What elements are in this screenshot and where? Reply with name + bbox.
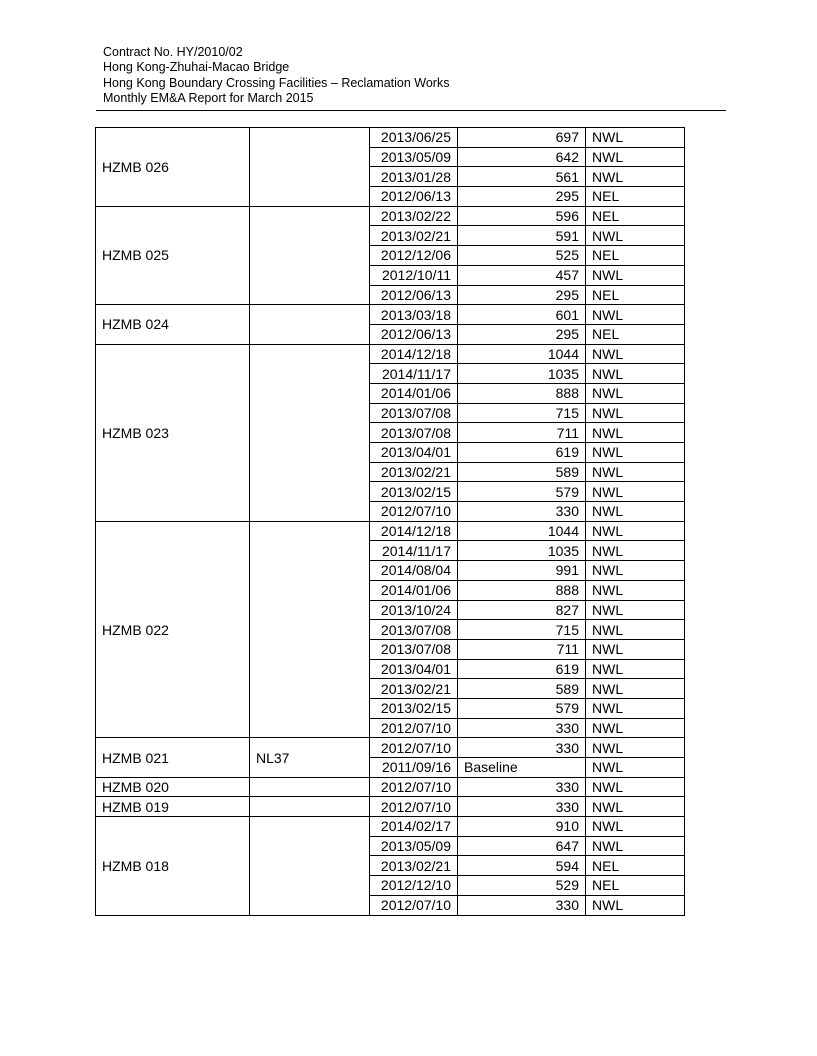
reference-cell (250, 817, 370, 915)
date-cell: 2012/06/13 (370, 324, 458, 344)
date-cell: 2014/01/06 (370, 383, 458, 403)
header-divider (96, 110, 726, 111)
table-row (96, 206, 685, 226)
code-cell: NEL (586, 187, 685, 207)
table-row (96, 305, 685, 325)
date-cell: 2013/01/28 (370, 167, 458, 187)
value-cell: 1035 (458, 541, 586, 561)
value-cell: 525 (458, 246, 586, 266)
code-cell: NWL (586, 167, 685, 187)
value-cell: 589 (458, 462, 586, 482)
date-cell: 2013/07/08 (370, 423, 458, 443)
code-cell: NEL (586, 856, 685, 876)
code-cell: NWL (586, 639, 685, 659)
value-cell: 330 (458, 502, 586, 522)
value-cell: 594 (458, 856, 586, 876)
reference-cell (250, 344, 370, 521)
value-cell: 330 (458, 718, 586, 738)
code-cell: NWL (586, 679, 685, 699)
date-cell: 2014/01/06 (370, 580, 458, 600)
code-cell: NWL (586, 758, 685, 778)
value-cell: 457 (458, 265, 586, 285)
site-id-cell: HZMB 022 (96, 521, 250, 738)
code-cell: NWL (586, 147, 685, 167)
code-cell: NEL (586, 324, 685, 344)
value-cell: 529 (458, 876, 586, 896)
value-cell: 601 (458, 305, 586, 325)
value-cell: 619 (458, 443, 586, 463)
date-cell: 2014/02/17 (370, 817, 458, 837)
reference-cell (250, 797, 370, 817)
site-id-cell: HZMB 019 (96, 797, 250, 817)
value-cell: 642 (458, 147, 586, 167)
date-cell: 2013/07/08 (370, 403, 458, 423)
date-cell: 2013/02/15 (370, 482, 458, 502)
report-title: Monthly EM&A Report for March 2015 (103, 90, 314, 105)
contract-number: Contract No. HY/2010/02 (103, 45, 243, 59)
date-cell: 2013/05/09 (370, 836, 458, 856)
code-cell: NWL (586, 580, 685, 600)
date-cell: 2013/04/01 (370, 443, 458, 463)
reference-cell (250, 128, 370, 207)
code-cell: NWL (586, 698, 685, 718)
date-cell: 2012/07/10 (370, 895, 458, 915)
value-cell: Baseline (458, 758, 586, 778)
code-cell: NWL (586, 502, 685, 522)
code-cell: NWL (586, 305, 685, 325)
value-cell: 330 (458, 738, 586, 758)
date-cell: 2014/11/17 (370, 364, 458, 384)
value-cell: 711 (458, 639, 586, 659)
code-cell: NWL (586, 482, 685, 502)
date-cell: 2012/07/10 (370, 738, 458, 758)
code-cell: NWL (586, 620, 685, 640)
site-id-cell: HZMB 024 (96, 305, 250, 344)
date-cell: 2012/12/06 (370, 246, 458, 266)
code-cell: NWL (586, 738, 685, 758)
value-cell: 295 (458, 187, 586, 207)
value-cell: 596 (458, 206, 586, 226)
date-cell: 2011/09/16 (370, 758, 458, 778)
date-cell: 2013/03/18 (370, 305, 458, 325)
code-cell: NEL (586, 246, 685, 266)
date-cell: 2012/06/13 (370, 187, 458, 207)
site-id-cell: HZMB 021 (96, 738, 250, 777)
value-cell: 715 (458, 403, 586, 423)
code-cell: NWL (586, 521, 685, 541)
value-cell: 910 (458, 817, 586, 837)
value-cell: 561 (458, 167, 586, 187)
code-cell: NWL (586, 836, 685, 856)
monitoring-table-body (96, 128, 685, 916)
date-cell: 2013/02/21 (370, 226, 458, 246)
date-cell: 2012/07/10 (370, 797, 458, 817)
table-row (96, 521, 685, 541)
value-cell: 711 (458, 423, 586, 443)
value-cell: 888 (458, 580, 586, 600)
date-cell: 2012/10/11 (370, 265, 458, 285)
date-cell: 2013/02/21 (370, 856, 458, 876)
code-cell: NWL (586, 462, 685, 482)
project-name: Hong Kong-Zhuhai-Macao Bridge (103, 60, 290, 75)
value-cell: 1044 (458, 344, 586, 364)
date-cell: 2013/02/21 (370, 679, 458, 699)
site-id-cell: HZMB 018 (96, 817, 250, 915)
monitoring-table (95, 127, 685, 916)
reference-cell (250, 206, 370, 304)
code-cell: NEL (586, 285, 685, 305)
date-cell: 2012/12/10 (370, 876, 458, 896)
value-cell: 330 (458, 895, 586, 915)
value-cell: 888 (458, 383, 586, 403)
value-cell: 330 (458, 777, 586, 797)
site-id-cell: HZMB 023 (96, 344, 250, 521)
code-cell: NWL (586, 541, 685, 561)
code-cell: NEL (586, 876, 685, 896)
table-row (96, 128, 685, 148)
date-cell: 2013/10/24 (370, 600, 458, 620)
date-cell: 2012/06/13 (370, 285, 458, 305)
date-cell: 2013/04/01 (370, 659, 458, 679)
table-row (96, 797, 685, 817)
value-cell: 295 (458, 285, 586, 305)
reference-cell (250, 305, 370, 344)
date-cell: 2013/02/15 (370, 698, 458, 718)
code-cell: NWL (586, 600, 685, 620)
code-cell: NWL (586, 423, 685, 443)
value-cell: 1035 (458, 364, 586, 384)
date-cell: 2013/06/25 (370, 128, 458, 148)
date-cell: 2014/12/18 (370, 521, 458, 541)
date-cell: 2014/12/18 (370, 344, 458, 364)
code-cell: NWL (586, 265, 685, 285)
code-cell: NWL (586, 718, 685, 738)
value-cell: 579 (458, 482, 586, 502)
date-cell: 2014/11/17 (370, 541, 458, 561)
value-cell: 647 (458, 836, 586, 856)
date-cell: 2012/07/10 (370, 777, 458, 797)
date-cell: 2013/07/08 (370, 639, 458, 659)
value-cell: 591 (458, 226, 586, 246)
table-row (96, 738, 685, 758)
code-cell: NWL (586, 561, 685, 581)
code-cell: NWL (586, 383, 685, 403)
date-cell: 2013/02/21 (370, 462, 458, 482)
table-row (96, 817, 685, 837)
code-cell: NWL (586, 128, 685, 148)
table-row (96, 777, 685, 797)
value-cell: 330 (458, 797, 586, 817)
value-cell: 715 (458, 620, 586, 640)
date-cell: 2012/07/10 (370, 718, 458, 738)
value-cell: 295 (458, 324, 586, 344)
code-cell: NWL (586, 777, 685, 797)
code-cell: NWL (586, 226, 685, 246)
site-id-cell: HZMB 020 (96, 777, 250, 797)
code-cell: NWL (586, 443, 685, 463)
value-cell: 579 (458, 698, 586, 718)
value-cell: 827 (458, 600, 586, 620)
code-cell: NWL (586, 797, 685, 817)
value-cell: 1044 (458, 521, 586, 541)
code-cell: NWL (586, 364, 685, 384)
date-cell: 2014/08/04 (370, 561, 458, 581)
date-cell: 2013/07/08 (370, 620, 458, 640)
code-cell: NWL (586, 817, 685, 837)
reference-cell (250, 521, 370, 738)
code-cell: NWL (586, 403, 685, 423)
value-cell: 697 (458, 128, 586, 148)
site-id-cell: HZMB 026 (96, 128, 250, 207)
value-cell: 991 (458, 561, 586, 581)
code-cell: NWL (586, 659, 685, 679)
table-row (96, 344, 685, 364)
value-cell: 589 (458, 679, 586, 699)
reference-cell: NL37 (250, 738, 370, 777)
code-cell: NWL (586, 895, 685, 915)
code-cell: NEL (586, 206, 685, 226)
date-cell: 2013/02/22 (370, 206, 458, 226)
value-cell: 619 (458, 659, 586, 679)
document-header (103, 45, 449, 106)
reference-cell (250, 777, 370, 797)
date-cell: 2013/05/09 (370, 147, 458, 167)
code-cell: NWL (586, 344, 685, 364)
works-name: Hong Kong Boundary Crossing Facilities – Reclamation Works (103, 75, 450, 90)
site-id-cell: HZMB 025 (96, 206, 250, 304)
date-cell: 2012/07/10 (370, 502, 458, 522)
